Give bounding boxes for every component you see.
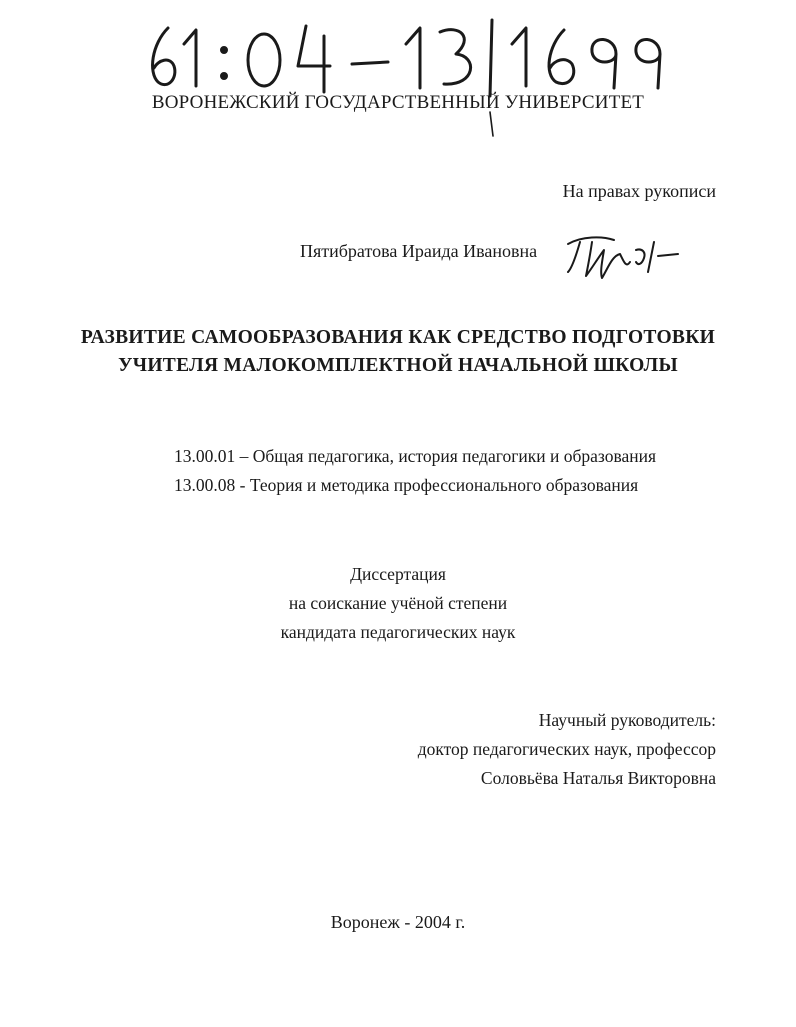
specialty-codes [174, 442, 656, 500]
author-signature [562, 228, 682, 284]
city-year: Воронеж - 2004 г. [330, 912, 466, 932]
scientific-supervisor [418, 706, 716, 793]
supervisor-label: Научный руководитель: [538, 710, 716, 730]
degree-line-2: на соискание учёной степени [288, 593, 508, 613]
dissertation-title [0, 324, 796, 380]
specialty-2: 13.00.08 - Теория и методика профессионального образования [174, 475, 639, 495]
rights-note: На правах рукописи [562, 181, 716, 201]
handwritten-tick-mark [486, 110, 498, 140]
title-line-1: РАЗВИТИЕ САМООБРАЗОВАНИЯ КАК СРЕДСТВО ПОДГОТОВКИ [80, 327, 716, 348]
degree-line-1: Диссертация [350, 564, 446, 584]
university-name: ВОРОНЕЖСКИЙ ГОСУДАРСТВЕННЫЙ УНИВЕРСИТЕТ [151, 92, 645, 113]
degree-statement [0, 560, 796, 647]
handwritten-archive-number [140, 14, 680, 104]
author-name: Пятибратова Ираида Ивановна [300, 241, 538, 261]
supervisor-name: Соловьёва Наталья Викторовна [480, 768, 716, 788]
specialty-1: 13.00.01 – Общая педагогика, история педагогики и образования [174, 446, 657, 466]
title-line-2: УЧИТЕЛЯ МАЛОКОМПЛЕКТНОЙ НАЧАЛЬНОЙ ШКОЛЫ [118, 355, 678, 376]
degree-line-3: кандидата педагогических наук [280, 622, 516, 642]
supervisor-degree: доктор педагогических наук, профессор [417, 739, 716, 759]
